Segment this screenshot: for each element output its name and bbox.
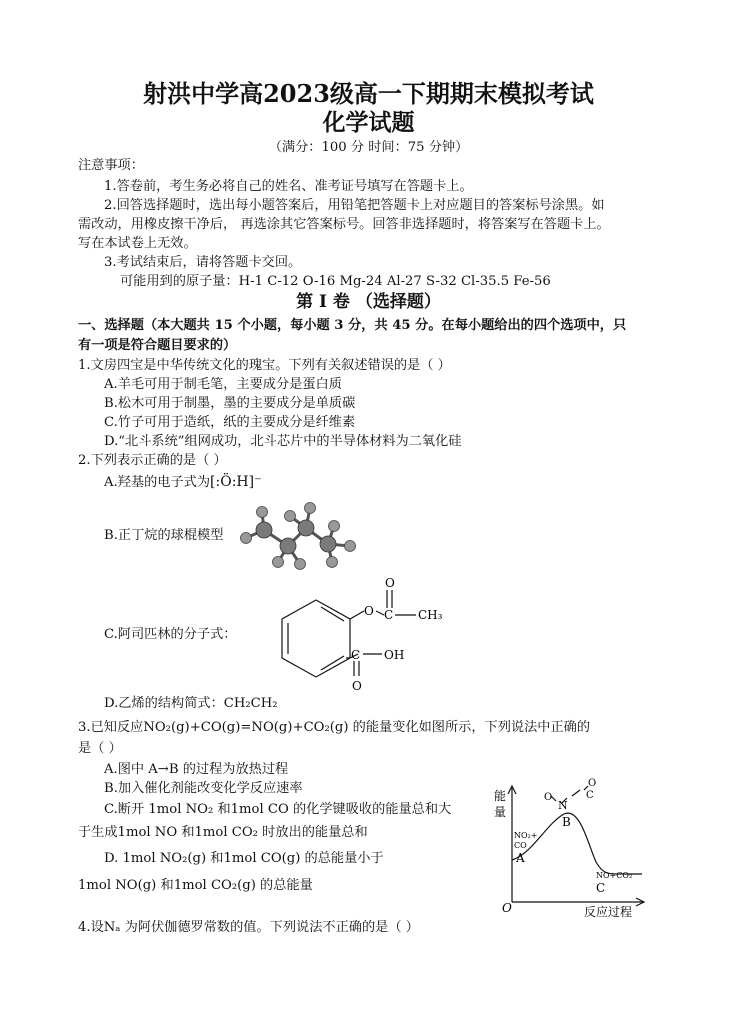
products-label: NO+CO₂ — [596, 871, 633, 880]
notice-line: 写在本试卷上无效。 — [78, 236, 197, 251]
notice-heading: 注意事项： — [78, 158, 144, 173]
q3-option-b: B.加入催化剂能改变化学反应速率 — [104, 781, 303, 796]
butane-ball-stick-model — [238, 496, 366, 576]
exam-meta: （满分：100 分 时间：75 分钟） — [268, 140, 469, 155]
transition-state-c: C — [586, 790, 594, 801]
q3-option-c: C.断开 1mol NO₂ 和1mol CO 的化学键吸收的能量总和大 — [104, 802, 452, 817]
q3-option-d: D. 1mol NO₂(g) 和1mol CO(g) 的总能量小于 — [104, 851, 384, 866]
section-title: 第 I 卷 （选择题） — [296, 292, 441, 312]
aspirin-acid-oxygen: O — [352, 679, 362, 693]
aspirin-methyl: CH₃ — [418, 608, 443, 622]
reactants-label: NO₂+ — [514, 831, 538, 840]
q3-stem: 3.已知反应NO₂(g)+CO(g)=NO(g)+CO₂(g) 的能量变化如图所示，下列说法中正确的 — [78, 720, 591, 735]
section-instructions: 一、选择题（本大题共 15 个小题，每小题 3 分，共 45 分。在每小题给出的四个选项中，只 — [78, 318, 627, 333]
q2-option-a — [104, 474, 261, 490]
energy-diagram — [492, 774, 652, 922]
point-b-label: B — [562, 815, 571, 829]
energy-x-label: 反应过程 — [584, 905, 633, 919]
aspirin-hydroxyl: OH — [384, 648, 405, 662]
notice-line: 2.回答选择题时，选出每小题答案后，用铅笔把答题卡上对应题目的答案标号涂黑。如 — [104, 198, 605, 213]
q1-stem: 1.文房四宝是中华传统文化的瑰宝。下列有关叙述错误的是（ ） — [78, 358, 451, 373]
q3-option-c: 于生成1mol NO 和1mol CO₂ 时放出的能量总和 — [78, 825, 368, 840]
hydroxyl-electron-formula: [:Ö:H]⁻ — [210, 474, 262, 490]
q1-option-b: B.松木可用于制墨，墨的主要成分是单质碳 — [104, 396, 356, 411]
q1-option-a: A.羊毛可用于制毛笔，主要成分是蛋白质 — [104, 377, 342, 392]
energy-y-label: 量 — [494, 805, 507, 819]
q1-option-d: D.“北斗系统”组网成功，北斗芯片中的半导体材料为二氧化硅 — [104, 434, 462, 449]
aspirin-carbonyl-oxygen: O — [385, 576, 395, 590]
q2-option-b: B.正丁烷的球棍模型 — [104, 528, 224, 543]
energy-curve — [512, 813, 642, 874]
notice-line: 需改动，用橡皮擦干净后， 再选涂其它答案标号。回答非选择题时，将答案写在答题卡上。 — [78, 217, 610, 232]
q4-stem: 4.设Nₐ 为阿伏伽德罗常数的值。下列说法不正确的是（ ） — [78, 920, 419, 935]
q3-option-d: 1mol NO(g) 和1mol CO₂(g) 的总能量 — [78, 878, 313, 893]
notice-line: 3.考试结束后，请将答题卡交回。 — [104, 255, 302, 270]
notice-line: 1.答卷前，考生务必将自己的姓名、准考证号填写在答题卡上。 — [104, 179, 473, 194]
exam-subtitle: 化学试题 — [322, 109, 415, 136]
transition-state-o: O — [544, 792, 553, 803]
q3-option-a: A.图中 A→B 的过程为放热过程 — [104, 762, 289, 777]
q3-stem: 是（ ） — [78, 741, 122, 756]
section-instructions: 有一项是符合题目要求的） — [78, 338, 237, 353]
transition-state-n: N — [558, 799, 568, 812]
aspirin-ester-oxygen: O — [364, 604, 374, 618]
point-a-label: A — [516, 851, 525, 865]
q2-option-d: D.乙烯的结构简式：CH₂CH₂ — [104, 696, 278, 711]
exam-title: 射洪中学高2023级高一下期期末模拟考试 — [143, 79, 594, 108]
point-c-label: C — [596, 881, 606, 895]
q2-option-a-label: A.羟基的电子式为 — [104, 475, 211, 490]
energy-origin: O — [502, 901, 512, 915]
q2-option-c: C.阿司匹林的分子式： — [104, 627, 237, 642]
aspirin-structure — [250, 572, 465, 696]
q2-stem: 2.下列表示正确的是（ ） — [78, 453, 227, 468]
transition-state-o2: O — [588, 778, 597, 789]
aspirin-acid-carbon: C — [351, 648, 361, 662]
atomic-masses: 可能用到的原子量：H-1 C-12 O-16 Mg-24 Al-27 S-32 Cl-35.5 Fe-56 — [120, 274, 551, 289]
q1-option-c: C.竹子可用于造纸，纸的主要成分是纤维素 — [104, 415, 356, 430]
reactants-label: CO — [514, 841, 527, 850]
aspirin-carbonyl-carbon: C — [384, 608, 394, 622]
energy-y-label: 能 — [494, 789, 507, 803]
